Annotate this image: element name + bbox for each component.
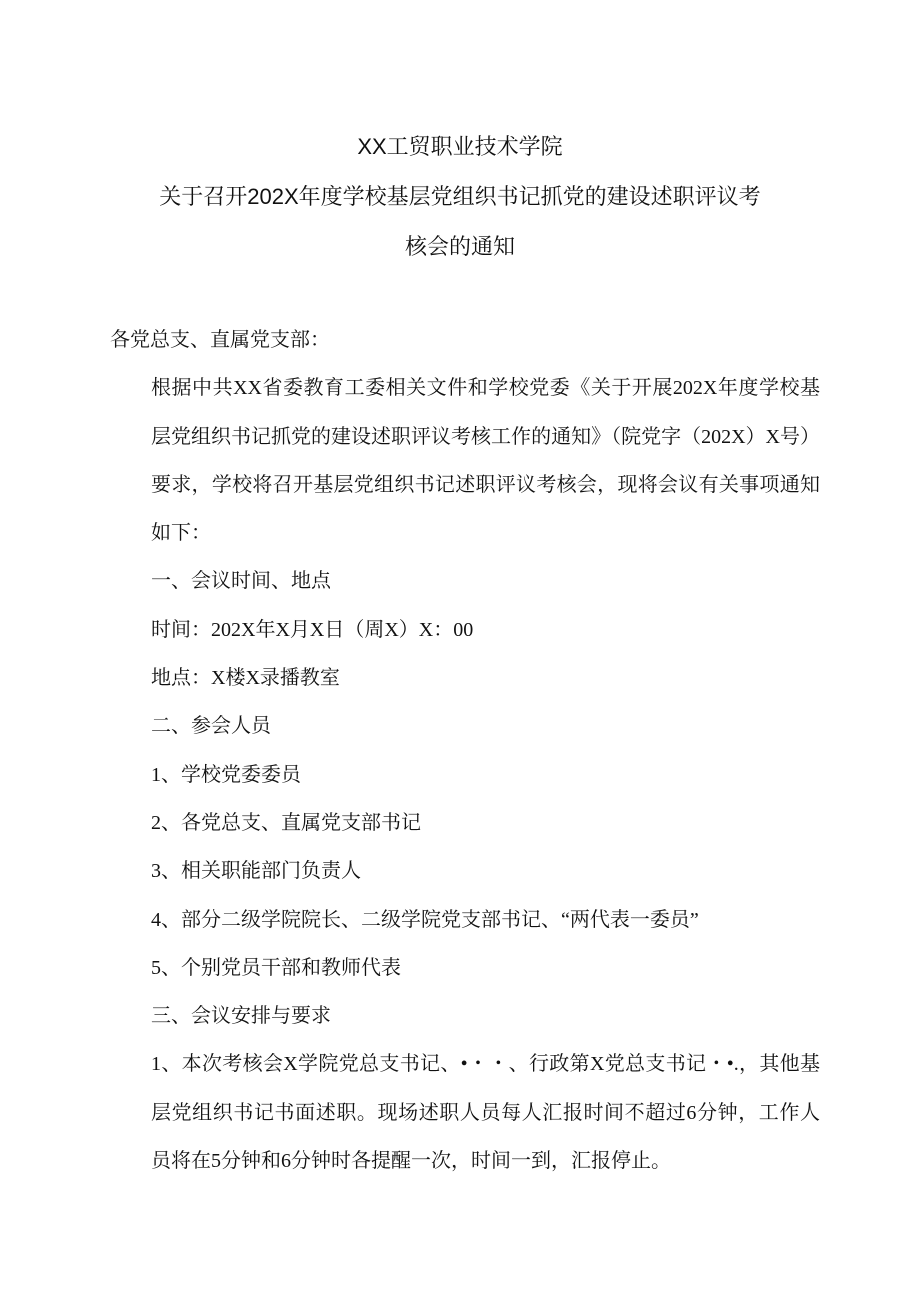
document-body [110, 316, 820, 1185]
title-line-subject: 关于召开202X年度学校基层党组织书记抓党的建设述职评议考 [159, 184, 761, 209]
section-heading-time-place: 一、会议时间、地点 [151, 570, 331, 593]
salutation: 各党总支、直属党支部： [110, 329, 330, 351]
intro-paragraph: 根据中共XX省委教育工委相关文件和学校党委《关于开展202X年度学校基层党组织书记抓党的建设述职评议考核工作的通知》（院党字（202X）X号）要求，学校将召开基层党组织书记述职评议考核会，现将会议有关事项通知如下： [151, 377, 820, 545]
attendee-item: 3、相关职能部门负责人 [151, 860, 361, 883]
meeting-time: 时间：202X年X月X日（周X）X：00 [151, 618, 474, 641]
section-heading-arrangements: 三、会议安排与要求 [151, 1005, 331, 1028]
title-line-subject-end: 核会的通知 [404, 234, 515, 259]
attendee-item: 4、部分二级学院院长、二级学院党支部书记、“两代表一委员” [151, 908, 699, 931]
attendee-item: 2、各党总支、直属党支部书记 [151, 811, 421, 834]
title-line-institution: XX工贸职业技术学院 [357, 134, 563, 159]
meeting-place: 地点：X楼X录播教室 [151, 667, 340, 690]
arrangement-item: 1、本次考核会X学院党总支书记、•・・、行政第X党总支书记・•.，其他基层党组织书记书面述职。现场述职人员每人汇报时间不超过6分钟，工作人员将在5分钟和6分钟时各提醒一次，时间一到，汇报停止。 [151, 1053, 820, 1173]
section-heading-attendees: 二、参会人员 [151, 715, 271, 738]
document-title [80, 122, 840, 272]
attendee-item: 1、学校党委委员 [151, 763, 301, 786]
attendee-item: 5、个别党员干部和教师代表 [151, 956, 401, 979]
